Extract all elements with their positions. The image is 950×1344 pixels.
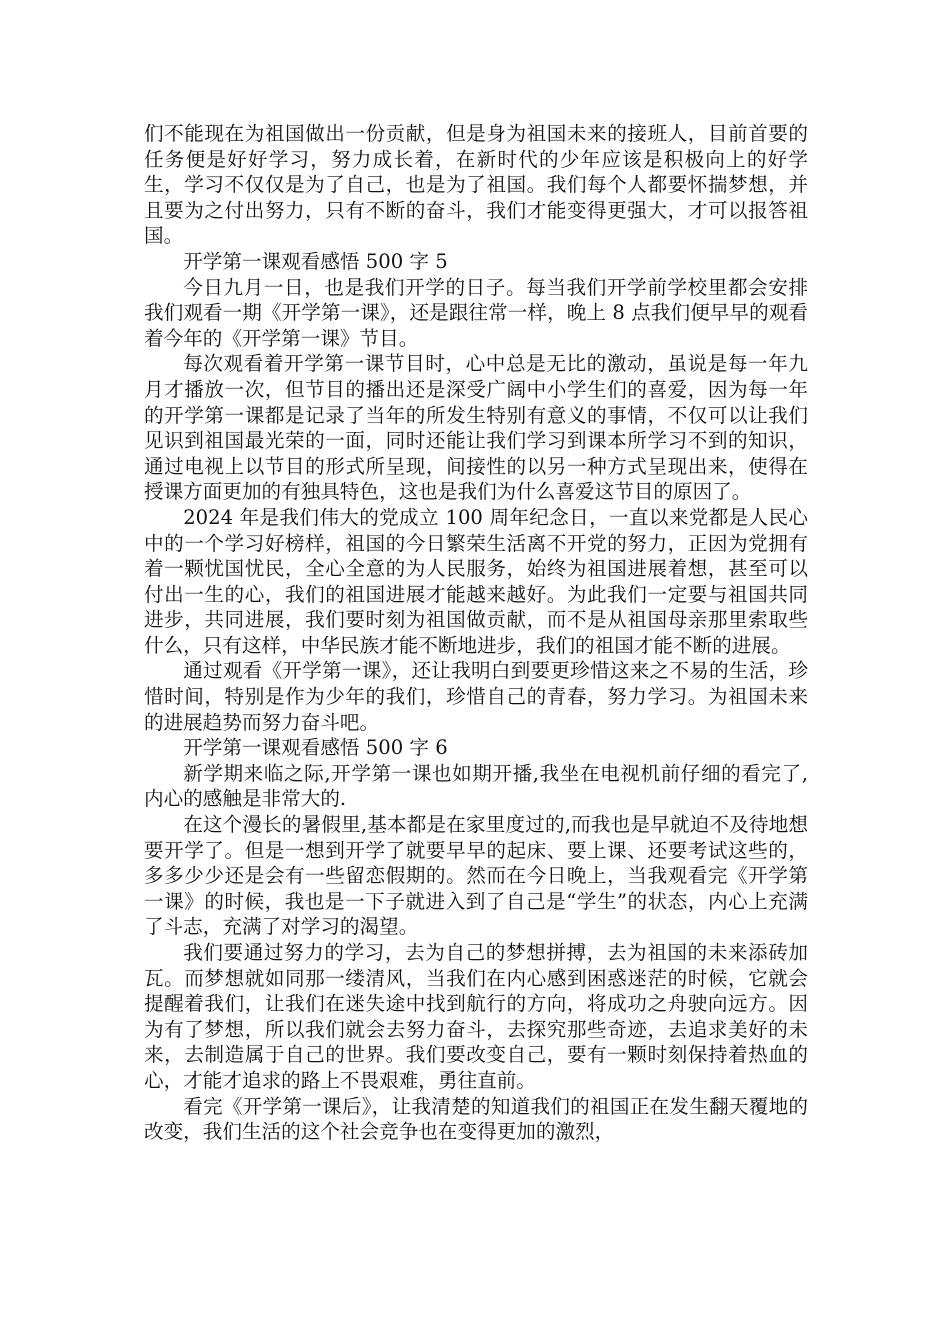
section-heading-6: 开学第一课观看感悟 500 字 6 — [183, 736, 448, 760]
paragraph: 我们要通过努力的学习，去为自己的梦想拼搏，去为祖国的未来添砖加瓦。而梦想就如同那一缕清风，当我们在内心感到困惑迷茫的时候，它就会提醒着我们，让我们在迷失途中找到航行的方向，将成功之舟驶向远方。因为有了梦想，所以我们就会去努力奋斗，去探究那些奇迹，去追求美好的未来，去制造属于自己的世界。我们要改变自己，要有一颗时刻保持着热血的心，才能才追求的路上不畏艰难，勇往直前。 — [144, 941, 808, 1092]
paragraph: 看完《开学第一课后》，让我清楚的知道我们的祖国正在发生翻天覆地的改变，我们生活的这个社会竞争也在变得更加的激烈， — [144, 1094, 808, 1144]
section-heading-5: 开学第一课观看感悟 500 字 5 — [183, 249, 448, 273]
paragraph: 新学期来临之际,开学第一课也如期开播,我坐在电视机前仔细的看完了,内心的感触是非常大的. — [144, 761, 808, 811]
paragraph: 通过观看《开学第一课》，还让我明白到要更珍惜这来之不易的生活，珍惜时间，特别是作为少年的我们，珍惜自己的青春，努力学习。为祖国未来的进展趋势而努力奋斗吧。 — [144, 659, 808, 734]
paragraph-continuation: 们不能现在为祖国做出一份贡献，但是身为祖国未来的接班人，目前首要的任务便是好好学习，努力成长着，在新时代的少年应该是积极向上的好学生，学习不仅仅是为了自己，也是为了祖国。我们每个人都要怀揣梦想，并且要为之付出努力，只有不断的奋斗，我们才能变得更强大，才可以报答祖国。 — [144, 122, 808, 248]
paragraph: 每次观看着开学第一课节目时，心中总是无比的激动，虽说是每一年九月才播放一次，但节目的播出还是深受广阔中小学生们的喜爱，因为每一年的开学第一课都是记录了当年的所发生特别有意义的事情，不仅可以让我们见识到祖国最光荣的一面，同时还能让我们学习到课本所学习不到的知识，通过电视上以节目的形式所呈现，间接性的以另一种方式呈现出来，使得在授课方面更加的有独具特色，这也是我们为什么喜爱这节目的原因了。 — [144, 352, 808, 504]
paragraph: 今日九月一日，也是我们开学的日子。每当我们开学前学校里都会安排我们观看一期《开学第一课》，还是跟往常一样，晚上 8 点我们便早早的观看着今年的《开学第一课》节目。 — [144, 275, 808, 350]
document-page — [144, 121, 808, 1145]
paragraph: 2024 年是我们伟大的党成立 100 周年纪念日，一直以来党都是人民心中的一个学习好榜样，祖国的今日繁荣生活离不开党的努力，正因为党拥有着一颗忧国忧民，全心全意的为人民服务，始终为祖国进展着想，甚至可以付出一生的心，我们的祖国进展才能越来越好。为此我们一定要与祖国共同进步，共同进展，我们要时刻为祖国做贡献，而不是从祖国母亲那里索取些什么，只有这样，中华民族才能不断地进步，我们的祖国才能不断的进展。 — [144, 505, 808, 657]
paragraph: 在这个漫长的暑假里,基本都是在家里度过的,而我也是早就迫不及待地想要开学了。但是一想到开学了就要早早的起床、要上课、还要考试这些的，多多少少还是会有一些留恋假期的。然而在今日晚上，当我观看完《开学第一课》的时候，我也是一下子就进入到了自己是“学生”的状态，内心上充满了斗志，充满了对学习的渴望。 — [144, 813, 808, 939]
